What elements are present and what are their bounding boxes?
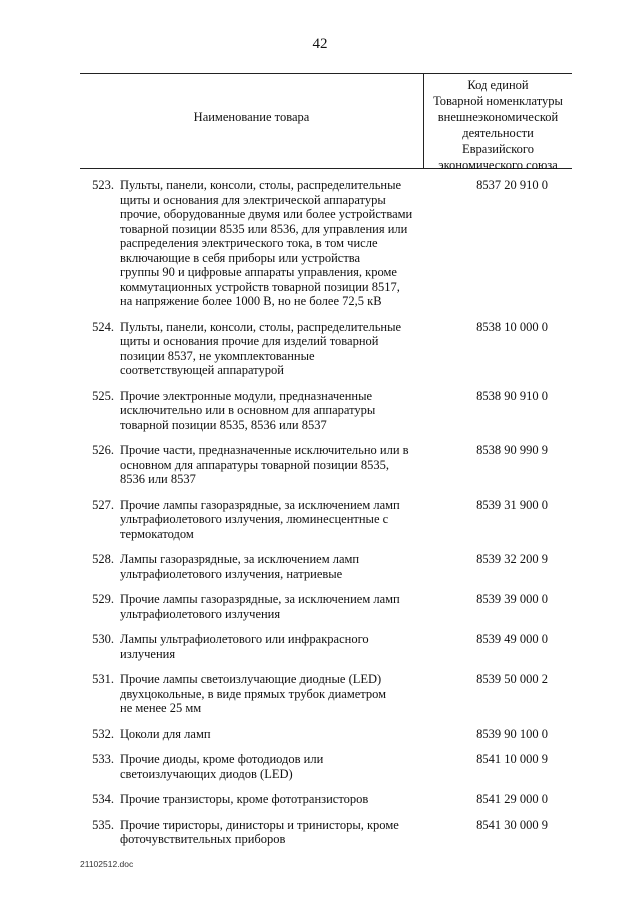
- table-row: [80, 727, 572, 742]
- table-header: [80, 73, 572, 172]
- row-number: 528.: [92, 552, 114, 566]
- page-number: 42: [312, 36, 328, 52]
- row-number: 533.: [92, 752, 114, 766]
- row-description: Лампы газоразрядные, за исключением ламп ультрафиолетового излучения, натриевые: [120, 552, 360, 581]
- table-row: [80, 178, 572, 309]
- row-code: 8539 49 000 0: [476, 632, 548, 646]
- row-code: 8538 90 990 9: [476, 443, 548, 457]
- row-number: 527.: [92, 497, 114, 512]
- row-number: 524.: [92, 319, 114, 334]
- table-row: [80, 389, 572, 433]
- row-number: 534.: [92, 792, 114, 806]
- table-row: [80, 752, 572, 781]
- row-code: 8539 31 900 0: [476, 497, 548, 512]
- row-code: 8538 10 000 0: [476, 319, 548, 334]
- row-description: Прочие диоды, кроме фотодиодов или светоизлучающих диодов (LED): [120, 752, 324, 781]
- row-number: 532.: [92, 726, 114, 741]
- row-code: 8539 39 000 0: [476, 592, 548, 606]
- table-row: [80, 792, 572, 807]
- row-code: 8539 90 100 0: [476, 726, 548, 741]
- row-number: 525.: [92, 388, 114, 403]
- row-code: 8541 29 000 0: [476, 792, 548, 806]
- row-description: Пульты, панели, консоли, столы, распределительные щиты и основания для электрической аппаратуры прочие, оборудованные двумя или более устройствами товарной позиции 8535 или 8536, для управления или распределения электрического тока, в том числе включающие в себя приборы или устройства группы 90 и цифровые аппараты управления, кроме коммутационных устройств товарной позиции 8517, на напряжение более 1000 В, но не более 72,5 кВ: [120, 178, 413, 308]
- row-number: 523.: [92, 178, 114, 192]
- table-row: [80, 320, 572, 378]
- table-row: [80, 552, 572, 581]
- table-row: [80, 592, 572, 621]
- table-body: [80, 178, 572, 847]
- row-number: 526.: [92, 443, 114, 457]
- row-description: Лампы ультрафиолетового или инфракрасного излучения: [120, 632, 369, 661]
- row-number: 529.: [92, 592, 114, 606]
- row-description: Цоколи для ламп: [120, 726, 211, 741]
- row-code: 8537 20 910 0: [476, 178, 548, 192]
- row-code: 8541 30 000 9: [476, 817, 548, 832]
- table-row: [80, 818, 572, 847]
- column-header-name: Наименование товара: [193, 110, 310, 124]
- row-number: 531.: [92, 672, 114, 686]
- table-row: [80, 632, 572, 661]
- row-code: 8541 10 000 9: [476, 752, 548, 766]
- row-description: Прочие лампы газоразрядные, за исключением ламп ультрафиолетового излучения: [120, 592, 400, 621]
- row-description: Прочие лампы газоразрядные, за исключением ламп ультрафиолетового излучения, люминесцентные с термокатодом: [120, 497, 400, 541]
- row-code: 8539 32 200 9: [476, 552, 548, 566]
- row-number: 530.: [92, 632, 114, 646]
- table-row: [80, 672, 572, 716]
- row-description: Прочие лампы светоизлучающие диодные (LED) двухцокольные, в виде прямых трубок диаметром не менее 25 мм: [120, 672, 387, 715]
- row-number: 535.: [92, 817, 114, 832]
- table-row: [80, 498, 572, 542]
- row-description: Прочие тиристоры, динисторы и тринисторы, кроме фоточувствительных приборов: [120, 817, 399, 846]
- table-row: [80, 443, 572, 487]
- row-description: Прочие электронные модули, предназначенные исключительно или в основном для аппаратуры товарной позиции 8535, 8536 или 8537: [120, 388, 376, 432]
- row-code: 8539 50 000 2: [476, 672, 548, 686]
- row-description: Прочие транзисторы, кроме фототранзисторов: [120, 792, 369, 806]
- row-description: Пульты, панели, консоли, столы, распределительные щиты и основания прочие для изделий товарной позиции 8537, не укомплектованные соответствующей аппаратурой: [120, 319, 402, 377]
- row-code: 8538 90 910 0: [476, 388, 548, 403]
- document-filename: 21102512.doc: [80, 859, 134, 869]
- column-header-code: Код единой Товарной номенклатуры внешнеэкономической деятельности Евразийского экономического союза: [433, 78, 563, 172]
- row-description: Прочие части, предназначенные исключительно или в основном для аппаратуры товарной позиции 8535, 8536 или 8537: [120, 443, 409, 486]
